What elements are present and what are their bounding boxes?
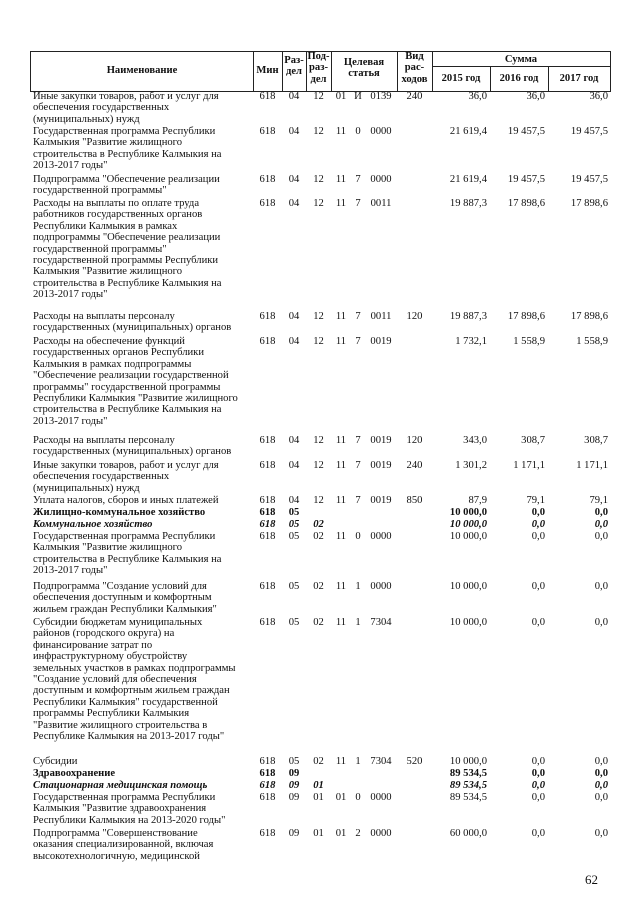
cell-ministry: 618 bbox=[259, 460, 276, 471]
cell-sum-2017: 17 898,6 bbox=[570, 198, 608, 209]
cell-sum-2017: 0,0 bbox=[594, 519, 608, 530]
cell-target-subprogram: 7 bbox=[355, 198, 361, 209]
cell-ministry: 618 bbox=[259, 792, 276, 803]
cell-target-program: 11 bbox=[335, 311, 347, 322]
cell-name: Подпрограмма "Создание условий для обеспечения доступным и комфортным жильем граждан Республики Калмыкия" bbox=[33, 581, 217, 615]
cell-sum-2016: 1 558,9 bbox=[513, 336, 545, 347]
cell-target-subprogram: 1 bbox=[355, 581, 361, 592]
cell-sum-2015: 10 000,0 bbox=[449, 507, 487, 518]
cell-name: Субсидии bbox=[33, 756, 78, 767]
cell-sum-2016: 0,0 bbox=[531, 531, 545, 542]
cell-ministry: 618 bbox=[259, 126, 276, 137]
cell-subsection: 02 bbox=[313, 531, 324, 542]
header-name: Наименование bbox=[106, 65, 178, 76]
cell-section: 05 bbox=[288, 519, 300, 530]
cell-ministry: 618 bbox=[259, 756, 276, 767]
cell-subsection: 01 bbox=[313, 828, 324, 839]
cell-target-program: 11 bbox=[335, 126, 347, 137]
cell-section: 04 bbox=[288, 435, 300, 446]
cell-name: Подпрограмма "Обеспечение реализации государственной программы" bbox=[33, 174, 220, 197]
cell-ministry: 618 bbox=[259, 581, 276, 592]
cell-sum-2017: 1 558,9 bbox=[576, 336, 608, 347]
cell-sum-2016: 0,0 bbox=[531, 768, 545, 779]
cell-name: Здравоохранение bbox=[33, 768, 116, 779]
cell-target-item: 0019 bbox=[370, 435, 392, 446]
cell-target-subprogram: 7 bbox=[355, 435, 361, 446]
cell-target-subprogram: И bbox=[354, 91, 362, 102]
cell-sum-2016: 0,0 bbox=[531, 780, 545, 791]
cell-sum-2015: 60 000,0 bbox=[449, 828, 487, 839]
cell-target-subprogram: 1 bbox=[355, 756, 361, 767]
cell-sum-2017: 0,0 bbox=[594, 828, 608, 839]
cell-target-item: 7304 bbox=[370, 617, 392, 628]
cell-sum-2016: 36,0 bbox=[526, 91, 545, 102]
cell-subsection: 02 bbox=[313, 519, 324, 530]
cell-target-item: 7304 bbox=[370, 756, 392, 767]
cell-sum-2016: 0,0 bbox=[531, 792, 545, 803]
cell-ministry: 618 bbox=[259, 495, 276, 506]
cell-name: Государственная программа Республики Калмыкия "Развитие здравоохранения Республики Калмыкия на 2013-2020 годы" bbox=[33, 792, 226, 826]
cell-target-item: 0000 bbox=[370, 792, 392, 803]
cell-subsection: 02 bbox=[313, 756, 324, 767]
cell-target-item: 0019 bbox=[370, 336, 392, 347]
cell-subsection: 12 bbox=[313, 435, 324, 446]
cell-target-item: 0011 bbox=[370, 311, 392, 322]
cell-ministry: 618 bbox=[259, 311, 276, 322]
cell-sum-2017: 0,0 bbox=[594, 617, 608, 628]
cell-target-item: 0019 bbox=[370, 495, 392, 506]
cell-section: 09 bbox=[288, 828, 300, 839]
cell-section: 05 bbox=[288, 531, 300, 542]
cell-sum-2017: 1 171,1 bbox=[576, 460, 608, 471]
cell-sum-2017: 0,0 bbox=[594, 507, 608, 518]
cell-name: Субсидии бюджетам муниципальных районов (городского округа) на финансирование затрат по инфраструктурному обустройству земельных участков в рамках подпрограммы "Создание условий для обеспечения доступным и комфортным жильем граждан Республики Калмыкия" государственной программы Республики Калмыкия "Развитие жилищного строительства в Республике Калмыкия на 2013-2017 годы" bbox=[33, 617, 236, 743]
cell-subsection: 12 bbox=[313, 495, 324, 506]
cell-sum-2016: 19 457,5 bbox=[507, 126, 545, 137]
cell-target-subprogram: 0 bbox=[355, 792, 361, 803]
cell-sum-2017: 308,7 bbox=[584, 435, 608, 446]
cell-subsection: 12 bbox=[313, 311, 324, 322]
cell-sum-2016: 1 171,1 bbox=[513, 460, 545, 471]
cell-sum-2017: 19 457,5 bbox=[570, 174, 608, 185]
cell-sum-2017: 19 457,5 bbox=[570, 126, 608, 137]
header-year-2017: 2017 год bbox=[559, 73, 599, 84]
cell-target-item: 0139 bbox=[370, 91, 392, 102]
cell-section: 09 bbox=[288, 792, 300, 803]
cell-target-subprogram: 7 bbox=[355, 495, 361, 506]
cell-sum-2015: 10 000,0 bbox=[449, 581, 487, 592]
cell-target-item: 0000 bbox=[370, 581, 392, 592]
cell-sum-2015: 87,9 bbox=[468, 495, 487, 506]
cell-subsection: 12 bbox=[313, 460, 324, 471]
cell-target-item: 0000 bbox=[370, 174, 392, 185]
cell-target-program: 11 bbox=[335, 174, 347, 185]
cell-sum-2017: 0,0 bbox=[594, 780, 608, 791]
cell-target-program: 01 bbox=[335, 828, 347, 839]
cell-section: 05 bbox=[288, 756, 300, 767]
cell-target-subprogram: 1 bbox=[355, 617, 361, 628]
cell-section: 04 bbox=[288, 336, 300, 347]
cell-expense-type: 240 bbox=[406, 91, 423, 102]
cell-sum-2016: 79,1 bbox=[526, 495, 545, 506]
cell-sum-2017: 0,0 bbox=[594, 756, 608, 767]
cell-ministry: 618 bbox=[259, 507, 276, 518]
cell-sum-2015: 19 887,3 bbox=[449, 198, 487, 209]
cell-target-subprogram: 7 bbox=[355, 174, 361, 185]
cell-ministry: 618 bbox=[259, 174, 276, 185]
cell-name: Подпрограмма "Совершенствование оказания специализированной, включая высокотехнологичную, медицинской bbox=[33, 828, 214, 862]
cell-section: 05 bbox=[288, 507, 300, 518]
cell-section: 04 bbox=[288, 495, 300, 506]
cell-target-subprogram: 7 bbox=[355, 336, 361, 347]
cell-expense-type: 120 bbox=[406, 435, 423, 446]
cell-target-item: 0019 bbox=[370, 460, 392, 471]
cell-target-program: 11 bbox=[335, 495, 347, 506]
cell-sum-2015: 89 534,5 bbox=[449, 792, 487, 803]
cell-name: Стационарная медицинская помощь bbox=[33, 780, 208, 791]
cell-sum-2016: 0,0 bbox=[531, 828, 545, 839]
cell-sum-2015: 36,0 bbox=[468, 91, 487, 102]
cell-ministry: 618 bbox=[259, 768, 276, 779]
cell-target-program: 11 bbox=[335, 460, 347, 471]
cell-target-program: 11 bbox=[335, 581, 347, 592]
cell-name: Расходы на выплаты персоналу государственных (муниципальных) органов bbox=[33, 435, 232, 458]
cell-sum-2015: 343,0 bbox=[463, 435, 487, 446]
cell-sum-2015: 21 619,4 bbox=[449, 126, 487, 137]
header-year-2015: 2015 год bbox=[441, 73, 481, 84]
cell-subsection: 12 bbox=[313, 91, 324, 102]
cell-target-program: 11 bbox=[335, 756, 347, 767]
cell-target-program: 11 bbox=[335, 336, 347, 347]
cell-ministry: 618 bbox=[259, 336, 276, 347]
cell-ministry: 618 bbox=[259, 435, 276, 446]
header-year-2016: 2016 год bbox=[499, 73, 539, 84]
cell-target-program: 11 bbox=[335, 435, 347, 446]
header-target-article: Целевая статья bbox=[343, 57, 385, 80]
cell-subsection: 12 bbox=[313, 336, 324, 347]
cell-target-program: 01 bbox=[335, 792, 347, 803]
cell-target-program: 11 bbox=[335, 617, 347, 628]
cell-section: 04 bbox=[288, 460, 300, 471]
cell-target-subprogram: 7 bbox=[355, 460, 361, 471]
cell-sum-2016: 0,0 bbox=[531, 507, 545, 518]
cell-name: Уплата налогов, сборов и иных платежей bbox=[33, 495, 219, 506]
cell-expense-type: 240 bbox=[406, 460, 423, 471]
cell-target-item: 0000 bbox=[370, 531, 392, 542]
cell-subsection: 02 bbox=[313, 617, 324, 628]
cell-ministry: 618 bbox=[259, 828, 276, 839]
cell-expense-type: 120 bbox=[406, 311, 423, 322]
sum-subheader-line bbox=[432, 66, 611, 67]
cell-sum-2017: 0,0 bbox=[594, 581, 608, 592]
cell-subsection: 02 bbox=[313, 581, 324, 592]
cell-sum-2016: 0,0 bbox=[531, 617, 545, 628]
cell-sum-2017: 36,0 bbox=[589, 91, 608, 102]
cell-subsection: 01 bbox=[313, 792, 324, 803]
cell-ministry: 618 bbox=[259, 617, 276, 628]
cell-name: Иные закупки товаров, работ и услуг для обеспечения государственных (муниципальных) нужд bbox=[33, 460, 219, 494]
cell-ministry: 618 bbox=[259, 780, 276, 791]
cell-target-subprogram: 2 bbox=[355, 828, 361, 839]
cell-sum-2016: 0,0 bbox=[531, 756, 545, 767]
page-number: 62 bbox=[585, 872, 598, 887]
cell-section: 09 bbox=[288, 780, 300, 791]
cell-subsection: 01 bbox=[313, 780, 324, 791]
cell-ministry: 618 bbox=[259, 91, 276, 102]
cell-section: 05 bbox=[288, 581, 300, 592]
cell-subsection: 12 bbox=[313, 198, 324, 209]
header-razdel: Раз- дел bbox=[284, 55, 304, 78]
cell-sum-2015: 89 534,5 bbox=[449, 780, 487, 791]
cell-sum-2015: 10 000,0 bbox=[449, 519, 487, 530]
cell-ministry: 618 bbox=[259, 519, 276, 530]
cell-section: 04 bbox=[288, 126, 300, 137]
cell-name: Государственная программа Республики Калмыкия "Развитие жилищного строительства в Республике Калмыкия на 2013-2017 годы" bbox=[33, 126, 222, 172]
cell-sum-2017: 0,0 bbox=[594, 531, 608, 542]
cell-subsection: 12 bbox=[313, 174, 324, 185]
cell-sum-2016: 308,7 bbox=[521, 435, 545, 446]
cell-sum-2015: 10 000,0 bbox=[449, 756, 487, 767]
cell-target-subprogram: 0 bbox=[355, 126, 361, 137]
cell-sum-2015: 1 732,1 bbox=[455, 336, 487, 347]
cell-sum-2017: 79,1 bbox=[589, 495, 608, 506]
cell-target-subprogram: 0 bbox=[355, 531, 361, 542]
cell-ministry: 618 bbox=[259, 531, 276, 542]
cell-sum-2015: 19 887,3 bbox=[449, 311, 487, 322]
cell-sum-2016: 19 457,5 bbox=[507, 174, 545, 185]
header-expense-type: Вид рас- ходов bbox=[401, 51, 428, 85]
cell-section: 05 bbox=[288, 617, 300, 628]
cell-name: Расходы на выплаты персоналу государственных (муниципальных) органов bbox=[33, 311, 232, 334]
cell-sum-2017: 0,0 bbox=[594, 768, 608, 779]
header-min: Мин bbox=[256, 65, 279, 76]
cell-sum-2016: 17 898,6 bbox=[507, 311, 545, 322]
cell-sum-2015: 10 000,0 bbox=[449, 531, 487, 542]
cell-name: Коммунальное хозяйство bbox=[33, 519, 153, 530]
cell-name: Расходы на обеспечение функций государственных органов Республики Калмыкия в рамках подпрограммы "Обеспечение реализации государственной программы" государственной программы Республики Калмыкия "Развитие жилищного строительства в Республике Калмыкия на 2013-2017 годы" bbox=[33, 336, 238, 427]
cell-section: 04 bbox=[288, 91, 300, 102]
cell-sum-2015: 10 000,0 bbox=[449, 617, 487, 628]
cell-sum-2016: 0,0 bbox=[531, 519, 545, 530]
cell-subsection: 12 bbox=[313, 126, 324, 137]
cell-target-program: 01 bbox=[335, 91, 347, 102]
cell-expense-type: 520 bbox=[406, 756, 423, 767]
cell-sum-2017: 17 898,6 bbox=[570, 311, 608, 322]
cell-target-item: 0000 bbox=[370, 126, 392, 137]
cell-sum-2015: 1 301,2 bbox=[455, 460, 487, 471]
col-divider bbox=[610, 51, 611, 92]
cell-sum-2016: 17 898,6 bbox=[507, 198, 545, 209]
cell-target-item: 0000 bbox=[370, 828, 392, 839]
cell-sum-2016: 0,0 bbox=[531, 581, 545, 592]
cell-name: Жилищно-коммунальное хозяйство bbox=[33, 507, 206, 518]
cell-target-item: 0011 bbox=[370, 198, 392, 209]
cell-name: Расходы на выплаты по оплате труда работников государственных органов Республики Калмыкия в рамках подпрограммы "Обеспечение реализации государственной программы" государственной программы Республики Калмыкия "Развитие жилищного строительства в Республике Калмыкия на 2013-2017 годы" bbox=[33, 198, 222, 301]
cell-sum-2015: 89 534,5 bbox=[449, 768, 487, 779]
cell-ministry: 618 bbox=[259, 198, 276, 209]
cell-section: 09 bbox=[288, 768, 300, 779]
cell-expense-type: 850 bbox=[406, 495, 423, 506]
cell-target-program: 11 bbox=[335, 531, 347, 542]
header-sum: Сумма bbox=[504, 54, 538, 65]
header-podrazdel: Под- раз- дел bbox=[307, 51, 330, 85]
cell-sum-2017: 0,0 bbox=[594, 792, 608, 803]
cell-section: 04 bbox=[288, 198, 300, 209]
cell-target-subprogram: 7 bbox=[355, 311, 361, 322]
cell-target-program: 11 bbox=[335, 198, 347, 209]
cell-section: 04 bbox=[288, 174, 300, 185]
cell-name: Государственная программа Республики Калмыкия "Развитие жилищного строительства в Республике Калмыкия на 2013-2017 годы" bbox=[33, 531, 222, 577]
cell-sum-2015: 21 619,4 bbox=[449, 174, 487, 185]
cell-name: Иные закупки товаров, работ и услуг для обеспечения государственных (муниципальных) нужд bbox=[33, 91, 219, 125]
cell-section: 04 bbox=[288, 311, 300, 322]
